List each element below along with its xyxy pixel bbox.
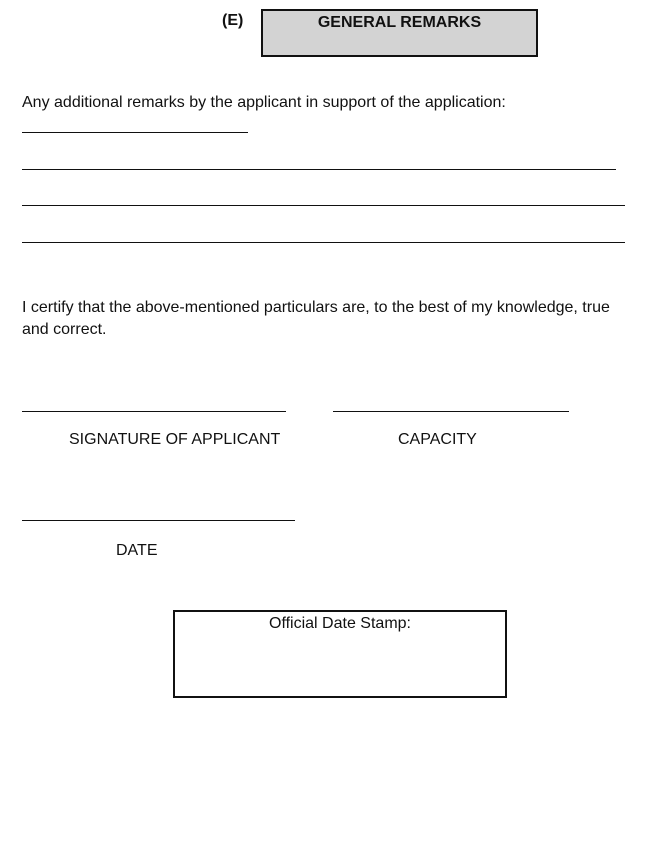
official-date-stamp-box: [173, 610, 507, 698]
capacity-line[interactable]: [333, 411, 569, 412]
section-letter: (E): [222, 12, 244, 29]
remarks-line-1[interactable]: [22, 132, 248, 133]
official-date-stamp-label: Official Date Stamp:: [269, 615, 411, 632]
remarks-line-4[interactable]: [22, 242, 625, 243]
certification-statement: I certify that the above-mentioned particulars are, to the best of my knowledge, true and correct.: [22, 299, 610, 338]
signature-line[interactable]: [22, 411, 286, 412]
remarks-line-2[interactable]: [22, 169, 616, 170]
section-header-box: [261, 9, 538, 57]
section-title: GENERAL REMARKS: [317, 14, 482, 31]
date-line[interactable]: [22, 520, 295, 521]
remarks-prompt: Any additional remarks by the applicant in support of the application:: [22, 94, 506, 111]
remarks-line-3[interactable]: [22, 205, 625, 206]
signature-label: SIGNATURE OF APPLICANT: [69, 431, 281, 448]
capacity-label: CAPACITY: [398, 431, 477, 448]
date-label: DATE: [116, 542, 158, 559]
